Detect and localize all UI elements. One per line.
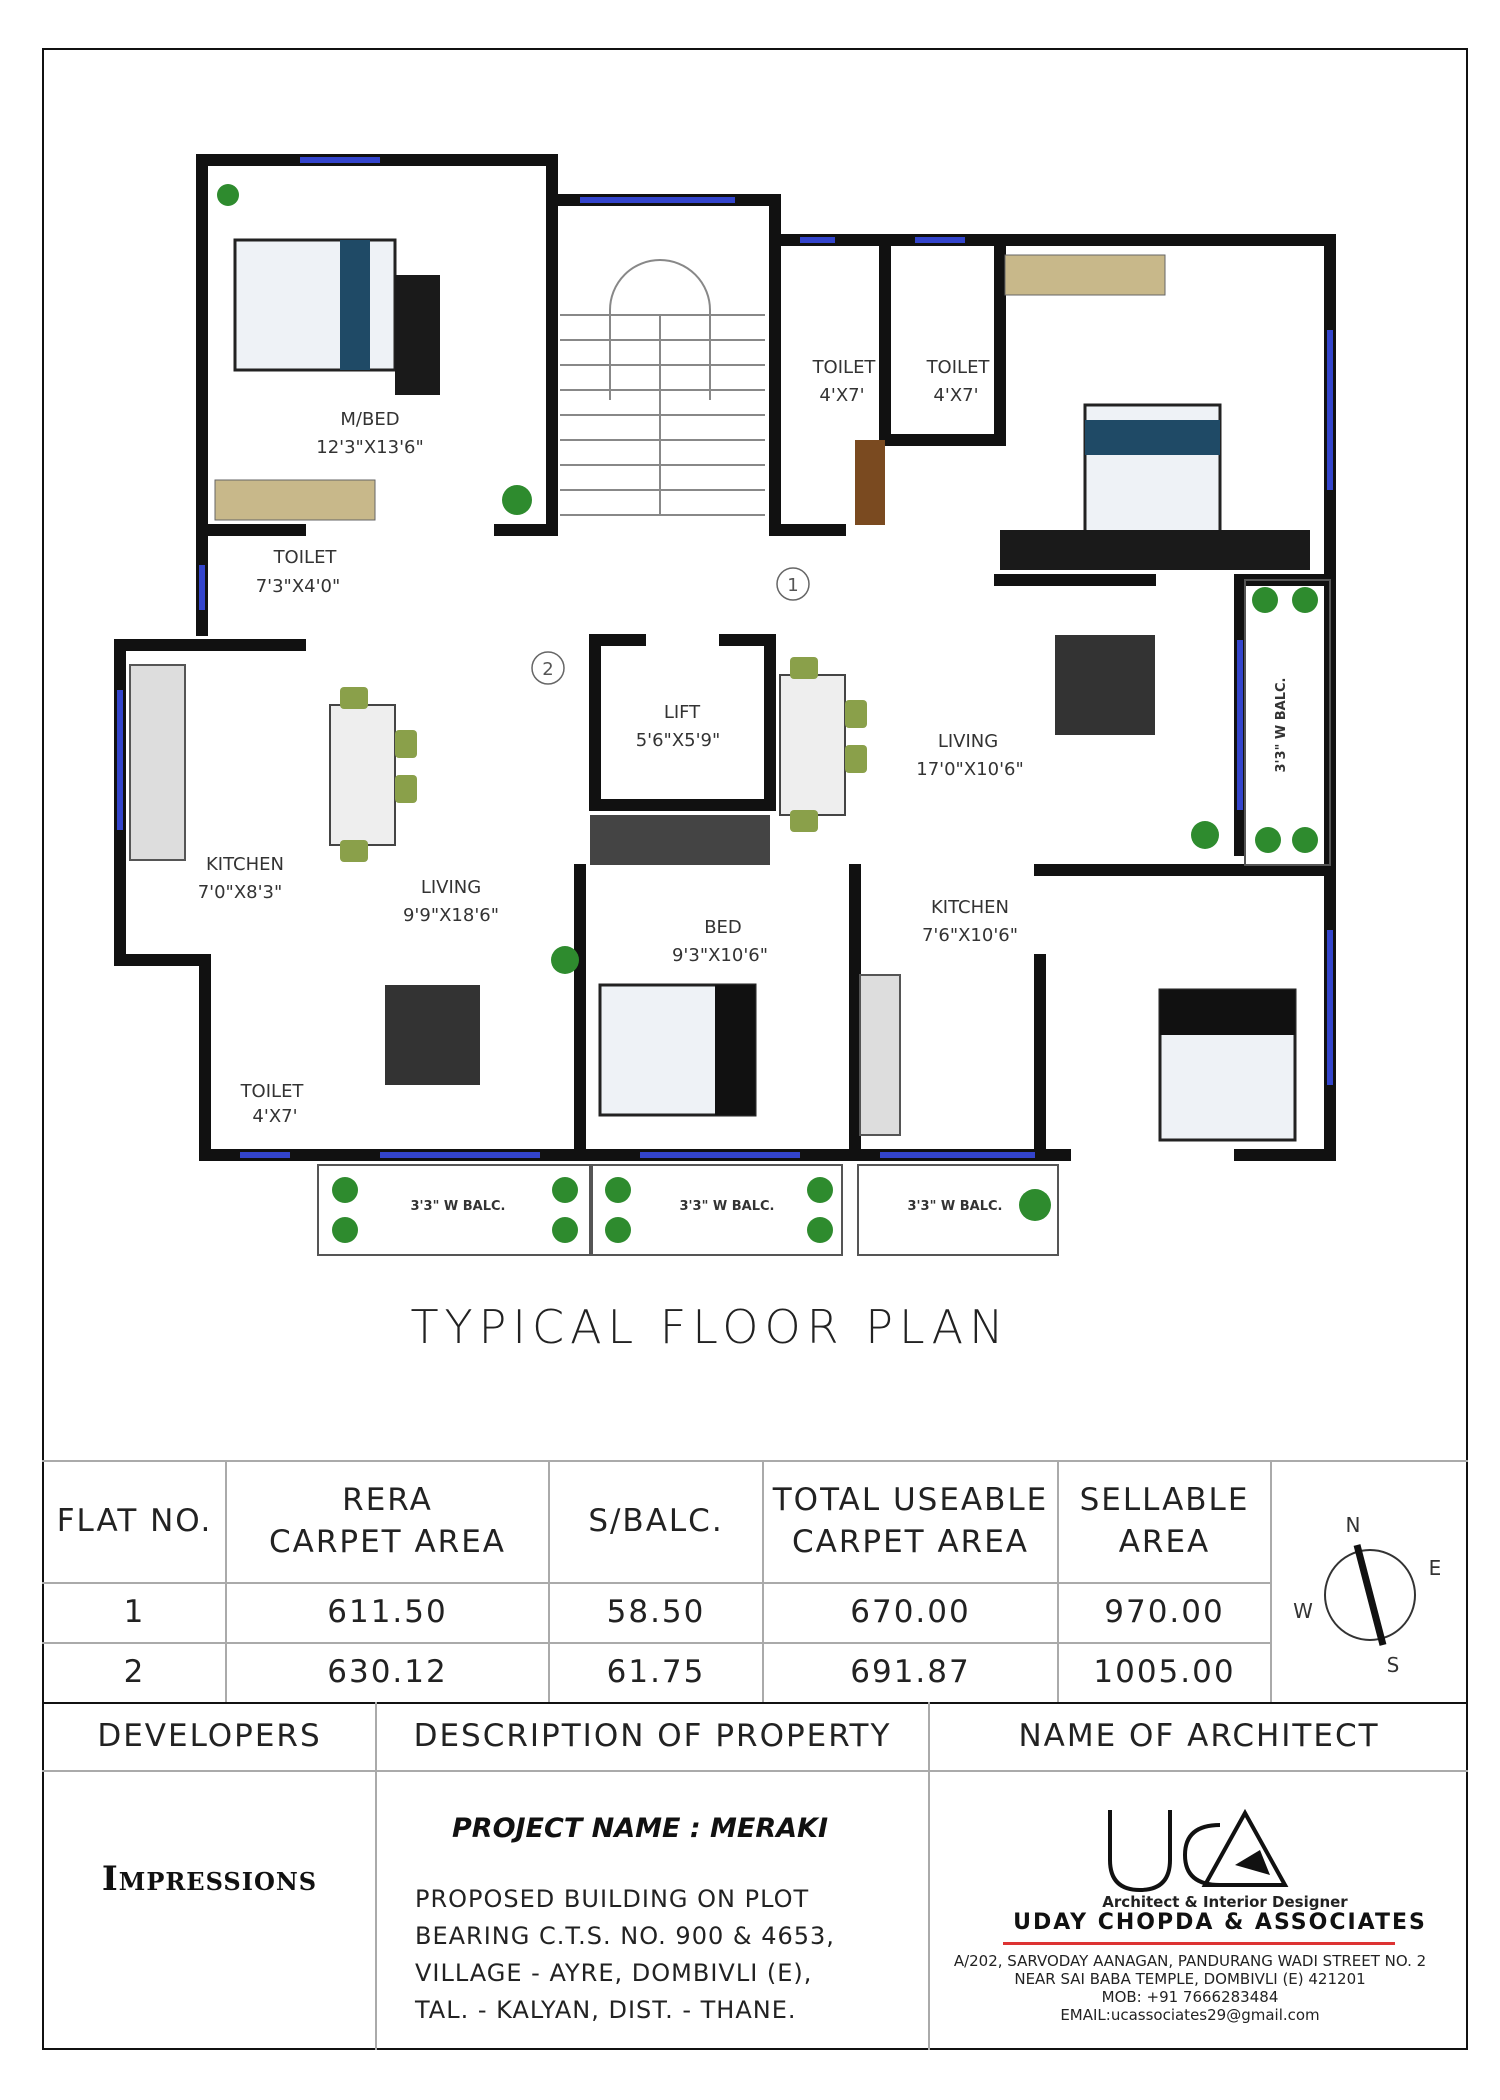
footer-header-architect: NAME OF ARCHITECT <box>1018 1718 1380 1755</box>
kitchen-platform <box>130 665 185 860</box>
description-line: TAL. - KALYAN, DIST. - THANE. <box>415 1996 797 2024</box>
balcony-label-2: 3'3" W BALC. <box>679 1199 775 1214</box>
table-cell: 611.50 <box>327 1594 448 1631</box>
compass-e: E <box>1428 1556 1442 1580</box>
plant <box>807 1177 833 1203</box>
architect-name: UDAY CHOPDA & ASSOCIATES <box>1013 1910 1427 1935</box>
side-table <box>395 275 440 395</box>
project-name: PROJECT NAME : MERAKI <box>451 1813 829 1844</box>
plant <box>605 1217 631 1243</box>
plan-title: TYPICAL FLOOR PLAN <box>410 1300 1010 1354</box>
plant <box>807 1217 833 1243</box>
description-line: BEARING C.T.S. NO. 900 & 4653, <box>415 1922 835 1950</box>
compass-s: S <box>1386 1653 1400 1677</box>
plant <box>1019 1189 1051 1221</box>
table-cell: 630.12 <box>327 1654 448 1691</box>
room-name-toilet-b: TOILET <box>240 1081 304 1102</box>
header-total-useable-carpet-area: TOTAL USEABLE CARPET AREA <box>772 1482 1049 1560</box>
room-name-toilet-d: TOILET <box>926 357 990 378</box>
bed-throw <box>1085 420 1220 455</box>
plant <box>1191 821 1219 849</box>
architect-address-2: NEAR SAI BABA TEMPLE, DOMBIVLI (E) 421201 <box>1014 1970 1366 1988</box>
architect-email: EMAIL:ucassociates29@gmail.com <box>1060 2006 1320 2024</box>
room-name-toilet-c: TOILET <box>812 357 876 378</box>
dining-table <box>780 675 845 815</box>
room-name-living-left: LIVING <box>420 877 482 898</box>
architect-underline <box>1003 1942 1395 1945</box>
table-cell: 670.00 <box>850 1594 971 1631</box>
balcony-label-1: 3'3" W BALC. <box>410 1199 506 1214</box>
staircase <box>560 260 765 515</box>
coffee-table <box>385 985 480 1085</box>
wardrobe <box>1005 255 1165 295</box>
footer-header-developers: DEVELOPERS <box>97 1718 322 1755</box>
bed-throw <box>1160 990 1295 1035</box>
room-name-toilet-a: TOILET <box>273 547 337 568</box>
room-name-master-bedroom: M/BED <box>340 409 400 430</box>
description-line: PROPOSED BUILDING ON PLOT <box>415 1885 810 1913</box>
table-cell: 691.87 <box>850 1654 971 1691</box>
room-dim-lift: 5'6"X5'9" <box>635 730 721 751</box>
room-dim-toilet-d: 4'X7' <box>933 385 979 406</box>
master-bed <box>235 240 395 370</box>
room-dim-master-bedroom: 12'3"X13'6" <box>316 437 424 458</box>
description-line: VILLAGE - AYRE, DOMBIVLI (E), <box>415 1959 813 1987</box>
plant <box>1292 827 1318 853</box>
room-dim-toilet-a: 7'3"X4'0" <box>255 576 341 597</box>
room-dim-toilet-b: 4'X7' <box>252 1106 298 1127</box>
table-cell: 61.75 <box>606 1654 706 1691</box>
header-sellable-area: SELLABLE AREA <box>1079 1482 1250 1560</box>
architect-address-1: A/202, SARVODAY AANAGAN, PANDURANG WADI STREET NO. 2 <box>953 1952 1427 1970</box>
header-flat-no: FLAT NO. <box>56 1503 213 1540</box>
room-name-lift: LIFT <box>663 702 701 723</box>
header-rera-carpet-area: RERA CARPET AREA <box>268 1482 506 1560</box>
plant <box>1255 827 1281 853</box>
kitchen-platform <box>860 975 900 1135</box>
wall <box>885 240 1000 440</box>
plant <box>552 1217 578 1243</box>
plant <box>332 1177 358 1203</box>
plant <box>332 1217 358 1243</box>
architect-mobile: MOB: +91 7666283484 <box>1101 1988 1279 2006</box>
coffee-table <box>1055 635 1155 735</box>
plant <box>552 1177 578 1203</box>
plant <box>551 946 579 974</box>
wardrobe <box>215 480 375 520</box>
dresser <box>1000 530 1310 570</box>
flat-marker-1: 1 <box>787 575 799 596</box>
compass-icon <box>1275 1500 1465 1690</box>
developer-name: Impressions <box>101 1859 318 1900</box>
table-cell: 2 <box>123 1654 146 1691</box>
room-dim-toilet-c: 4'X7' <box>819 385 865 406</box>
architect-tagline: Architect & Interior Designer <box>1102 1893 1348 1911</box>
room-dim-living-left: 9'9"X18'6" <box>402 905 500 926</box>
balcony-label-3: 3'3" W BALC. <box>907 1199 1003 1214</box>
plant <box>217 184 239 206</box>
plant <box>502 485 532 515</box>
table-cell: 58.50 <box>606 1594 706 1631</box>
room-dim-bed: 9'3"X10'6" <box>671 945 769 966</box>
room-name-living-right: LIVING <box>937 731 999 752</box>
room-dim-living-right: 17'0"X10'6" <box>916 759 1024 780</box>
compass-n: N <box>1345 1513 1361 1537</box>
table-cell: 1005.00 <box>1093 1654 1236 1691</box>
room-name-kitchen-right: KITCHEN <box>931 897 1009 918</box>
plant <box>1252 587 1278 613</box>
table-cell: 970.00 <box>1104 1594 1225 1631</box>
balcony-label-right: 3'3" W BALC. <box>1274 677 1289 773</box>
room-name-bed: BED <box>704 917 742 938</box>
door <box>855 440 885 525</box>
plant <box>605 1177 631 1203</box>
room-dim-kitchen-right: 7'6"X10'6" <box>921 925 1019 946</box>
room-name-kitchen-left: KITCHEN <box>206 854 284 875</box>
divider <box>42 1770 1468 1772</box>
wardrobe <box>590 815 770 865</box>
furniture <box>130 240 1310 1140</box>
header-s-balc: S/BALC. <box>588 1503 724 1540</box>
footer-header-description: DESCRIPTION OF PROPERTY <box>413 1718 892 1755</box>
architect-logo-icon <box>1095 1805 1295 1895</box>
compass-w: W <box>1293 1599 1313 1623</box>
bed-throw <box>715 985 755 1115</box>
room-dim-kitchen-left: 7'0"X8'3" <box>197 882 283 903</box>
flat-marker-2: 2 <box>542 659 554 680</box>
bed-throw <box>340 240 370 370</box>
divider <box>1270 1460 1272 1702</box>
table-cell: 1 <box>123 1594 146 1631</box>
plant <box>1292 587 1318 613</box>
dining-table <box>330 705 395 845</box>
